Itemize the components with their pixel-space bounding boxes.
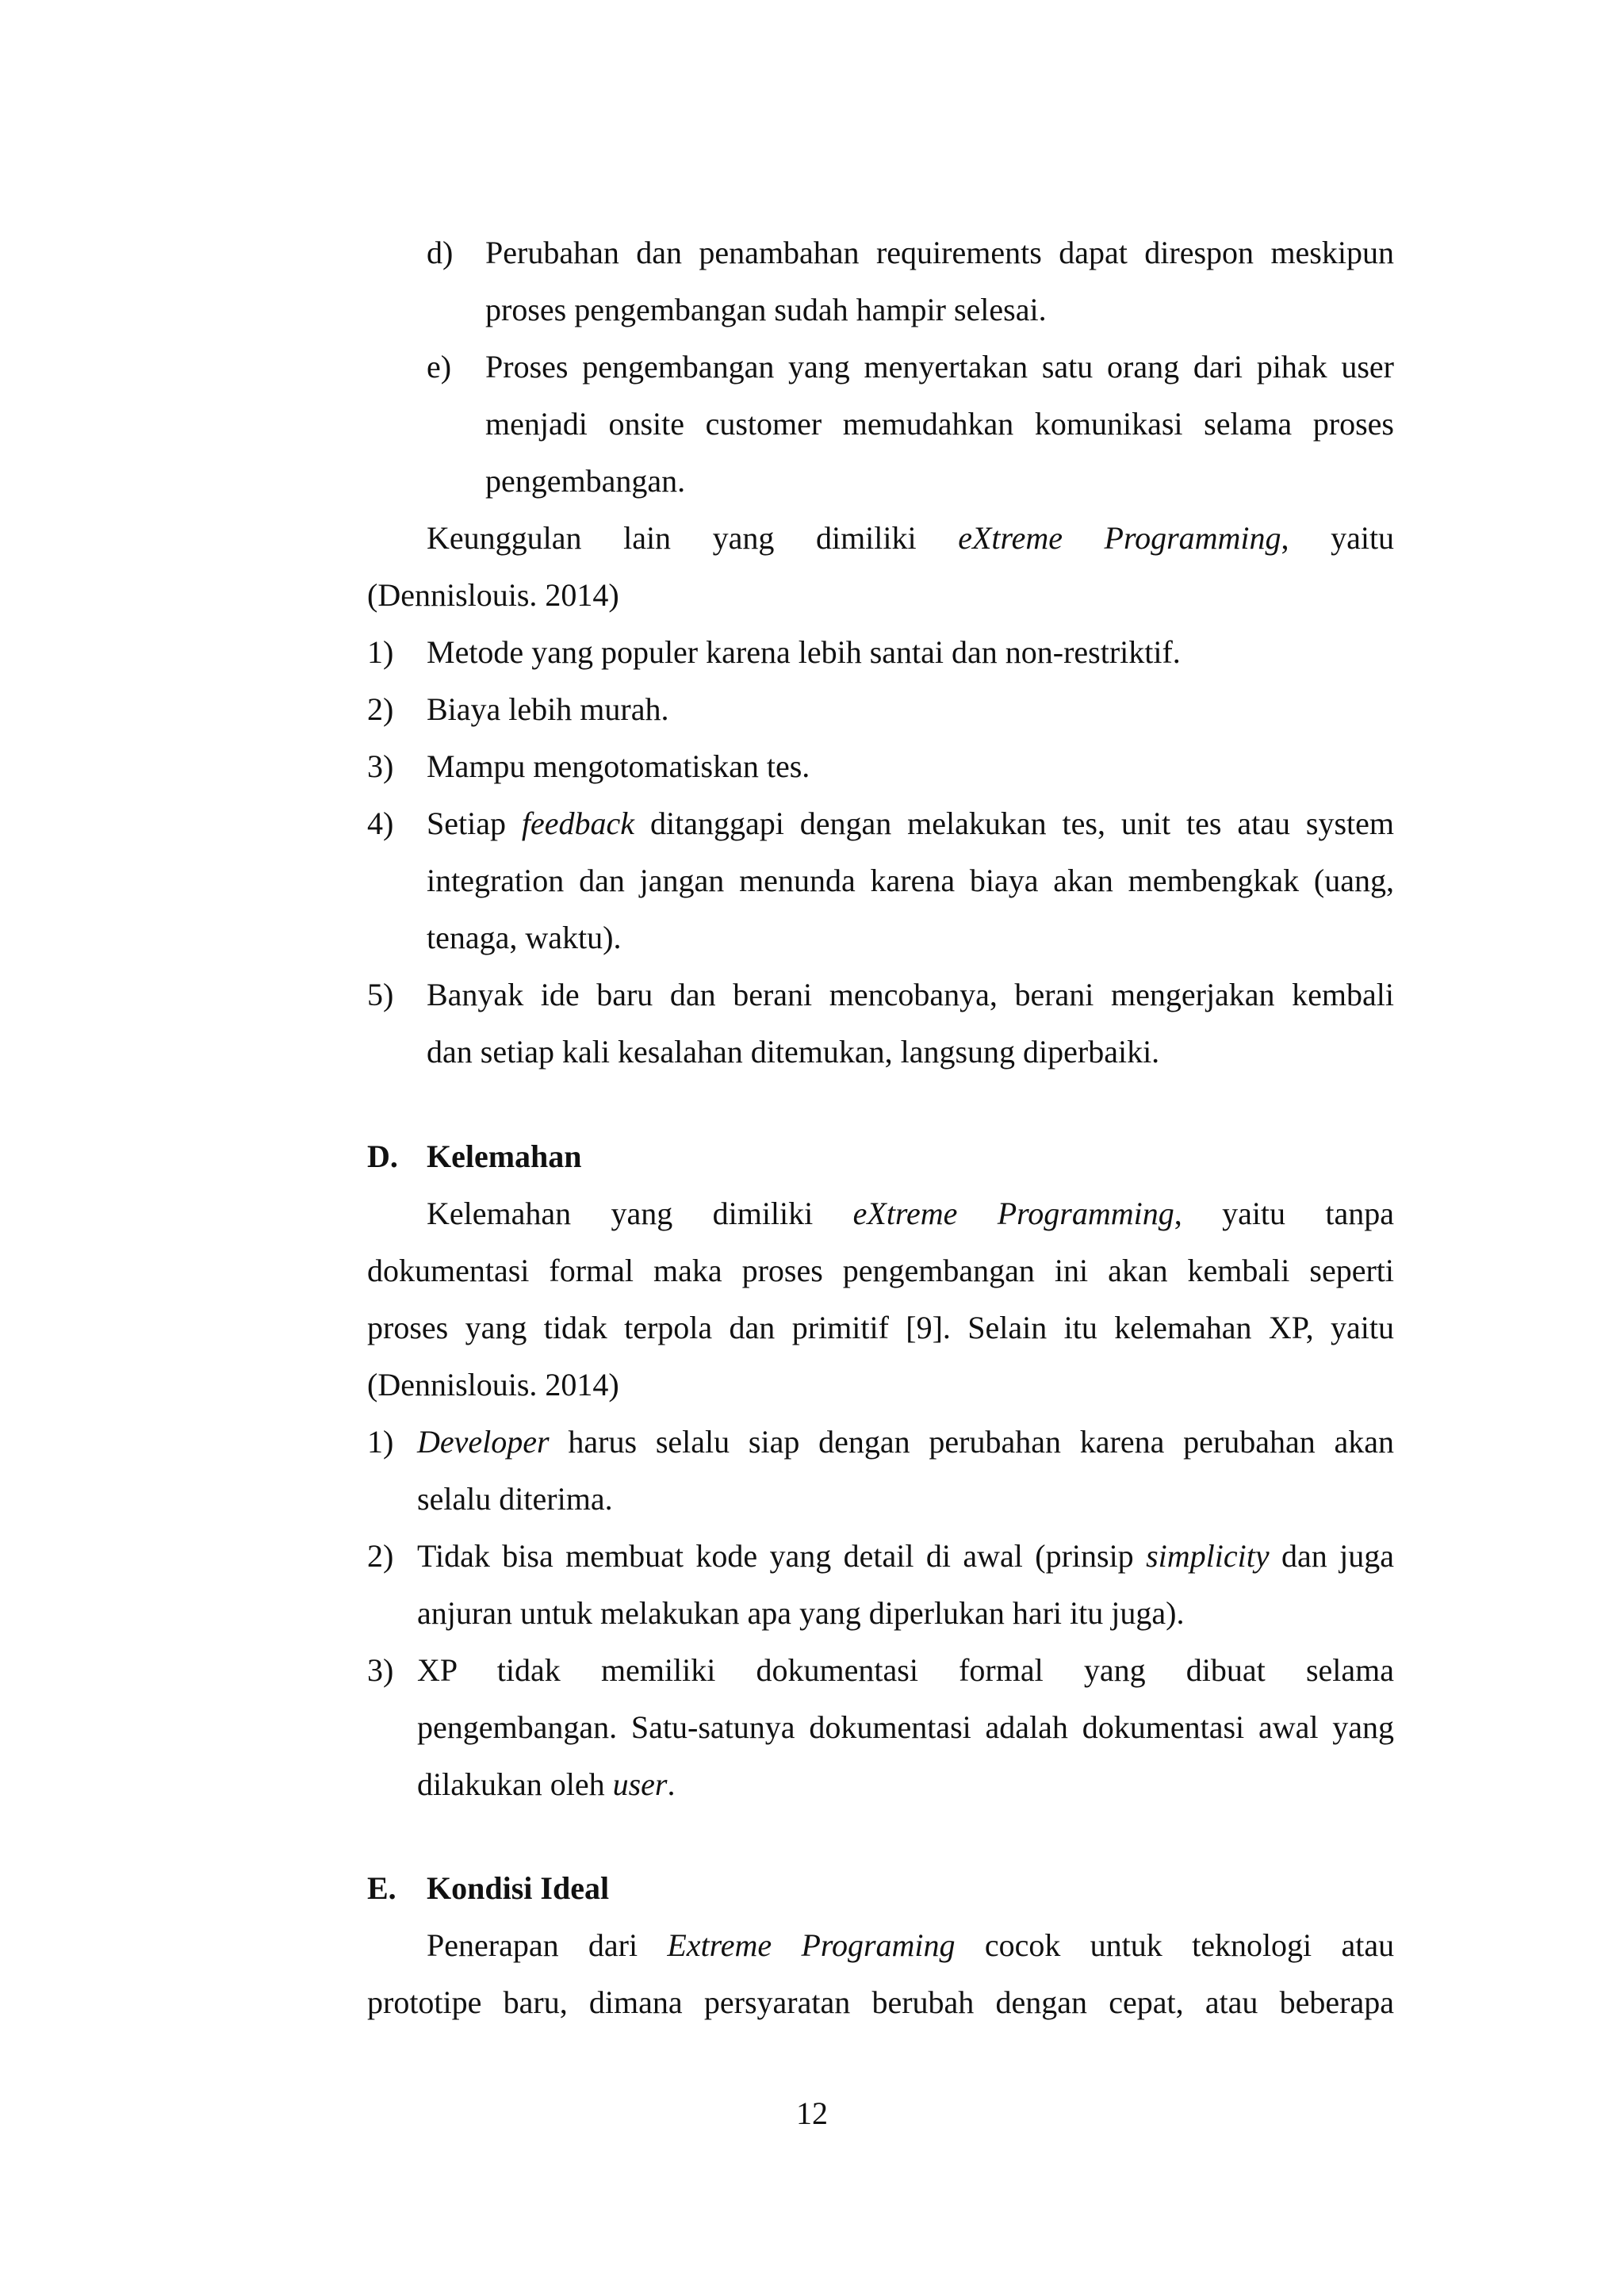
text: yang [611,1196,673,1231]
text: Keunggulan [427,520,582,556]
advantage-4-line1 [427,795,1394,852]
italic-term: Developer [417,1424,550,1460]
list-item-e-line1: Proses pengembangan yang menyertakan satu orang dari pihak user [485,349,1394,385]
section-d-letter: D. [367,1138,398,1174]
page-number: 12 [796,2095,828,2131]
ideal-line2: prototipe baru, dimana persyaratan berubah dengan cepat, atau beberapa [367,1984,1394,2020]
section-d-title: Kelemahan [427,1138,582,1174]
list-item-d-line1: Perubahan dan penambahan requirements dapat direspon meskipun [485,235,1394,270]
italic-term: eXtreme [852,1196,958,1231]
weakness-3-line3 [417,1756,676,1813]
advantage-marker-4: 4) [367,806,394,841]
ideal-line1 [427,1917,1394,1974]
advantages-intro-line1 [427,510,1394,567]
weakness-3-line1: XP tidak memiliki dokumentasi formal yang dibuat selama [417,1652,1394,1688]
text: Penerapan [427,1927,559,1963]
weakness-intro-line1 [427,1185,1394,1242]
text: harus selalu siap dengan perubahan karena perubahan akan [568,1424,1395,1460]
weakness-intro-line4: (Dennislouis. 2014) [367,1367,619,1402]
text: Kelemahan [427,1196,572,1231]
text: dimiliki [712,1196,814,1231]
text: lain [623,520,672,556]
weakness-1-line1 [417,1414,1394,1471]
weakness-1-line2: selalu diterima. [417,1481,613,1517]
text: , [1281,520,1289,556]
text: yaitu [1331,520,1395,556]
list-item-d-line2: proses pengembangan sudah hampir selesai. [485,292,1047,327]
text: dilakukan oleh [417,1766,605,1802]
advantage-5-line1: Banyak ide baru dan berani mencobanya, berani mengerjakan kembali [427,977,1394,1012]
italic-term: user [612,1766,668,1802]
text: teknologi [1192,1927,1312,1963]
italic-term: Programming [1104,520,1281,556]
italic-term: feedback [521,806,635,841]
text: ditanggapi dengan melakukan tes, unit tes atau system [649,806,1395,841]
italic-term: Programming [997,1196,1174,1231]
italic-term: Extreme [667,1927,772,1963]
section-e-title: Kondisi Ideal [427,1870,610,1906]
advantage-2: Biaya lebih murah. [427,691,669,727]
list-marker-d: d) [427,235,454,270]
weakness-3-line2: pengembangan. Satu-satunya dokumentasi adalah dokumentasi awal yang [417,1709,1394,1745]
text: dan juga [1281,1538,1395,1574]
text: dimiliki [815,520,917,556]
text: atau [1341,1927,1395,1963]
text: tanpa [1325,1196,1395,1231]
advantage-marker-3: 3) [367,748,394,784]
weakness-marker-3: 3) [367,1652,394,1688]
section-e-letter: E. [367,1870,396,1906]
text: Tidak bisa membuat kode yang detail di awal (prinsip [417,1538,1134,1574]
advantage-1: Metode yang populer karena lebih santai dan non-restriktif. [427,634,1181,670]
text: cocok [984,1927,1061,1963]
weakness-marker-1: 1) [367,1424,394,1460]
weakness-intro-line2: dokumentasi formal maka proses pengembangan ini akan kembali seperti [367,1253,1394,1288]
advantage-3: Mampu mengotomatiskan tes. [427,748,810,784]
italic-term: eXtreme [958,520,1063,556]
advantage-marker-1: 1) [367,634,394,670]
list-item-e-line3: pengembangan. [485,463,686,499]
italic-term: simplicity [1146,1538,1270,1574]
text: . [667,1766,676,1802]
weakness-2-line1 [417,1528,1394,1585]
weakness-2-line2: anjuran untuk melakukan apa yang diperlukan hari itu juga). [417,1595,1185,1631]
advantage-marker-2: 2) [367,691,394,727]
advantages-intro-line2: (Dennislouis. 2014) [367,577,619,613]
text: yang [712,520,775,556]
weakness-intro-line3: proses yang tidak terpola dan primitif [9]. Selain itu kelemahan XP, yaitu [367,1310,1394,1345]
advantage-4-line2: integration dan jangan menunda karena biaya akan membengkak (uang, [427,863,1394,898]
text: Setiap [427,806,506,841]
text: dari [588,1927,638,1963]
list-marker-e: e) [427,349,452,385]
italic-term-wrap [1105,520,1289,556]
text: yaitu [1222,1196,1286,1231]
text: , [1174,1196,1182,1231]
list-item-e-line2: menjadi onsite customer memudahkan komunikasi selama proses [485,406,1394,442]
advantage-marker-5: 5) [367,977,394,1012]
italic-term-wrap [998,1196,1182,1231]
advantage-4-line3: tenaga, waktu). [427,920,622,955]
advantage-5-line2: dan setiap kali kesalahan ditemukan, langsung diperbaiki. [427,1034,1160,1070]
text: untuk [1090,1927,1162,1963]
weakness-marker-2: 2) [367,1538,394,1574]
italic-term: Programing [801,1927,956,1963]
